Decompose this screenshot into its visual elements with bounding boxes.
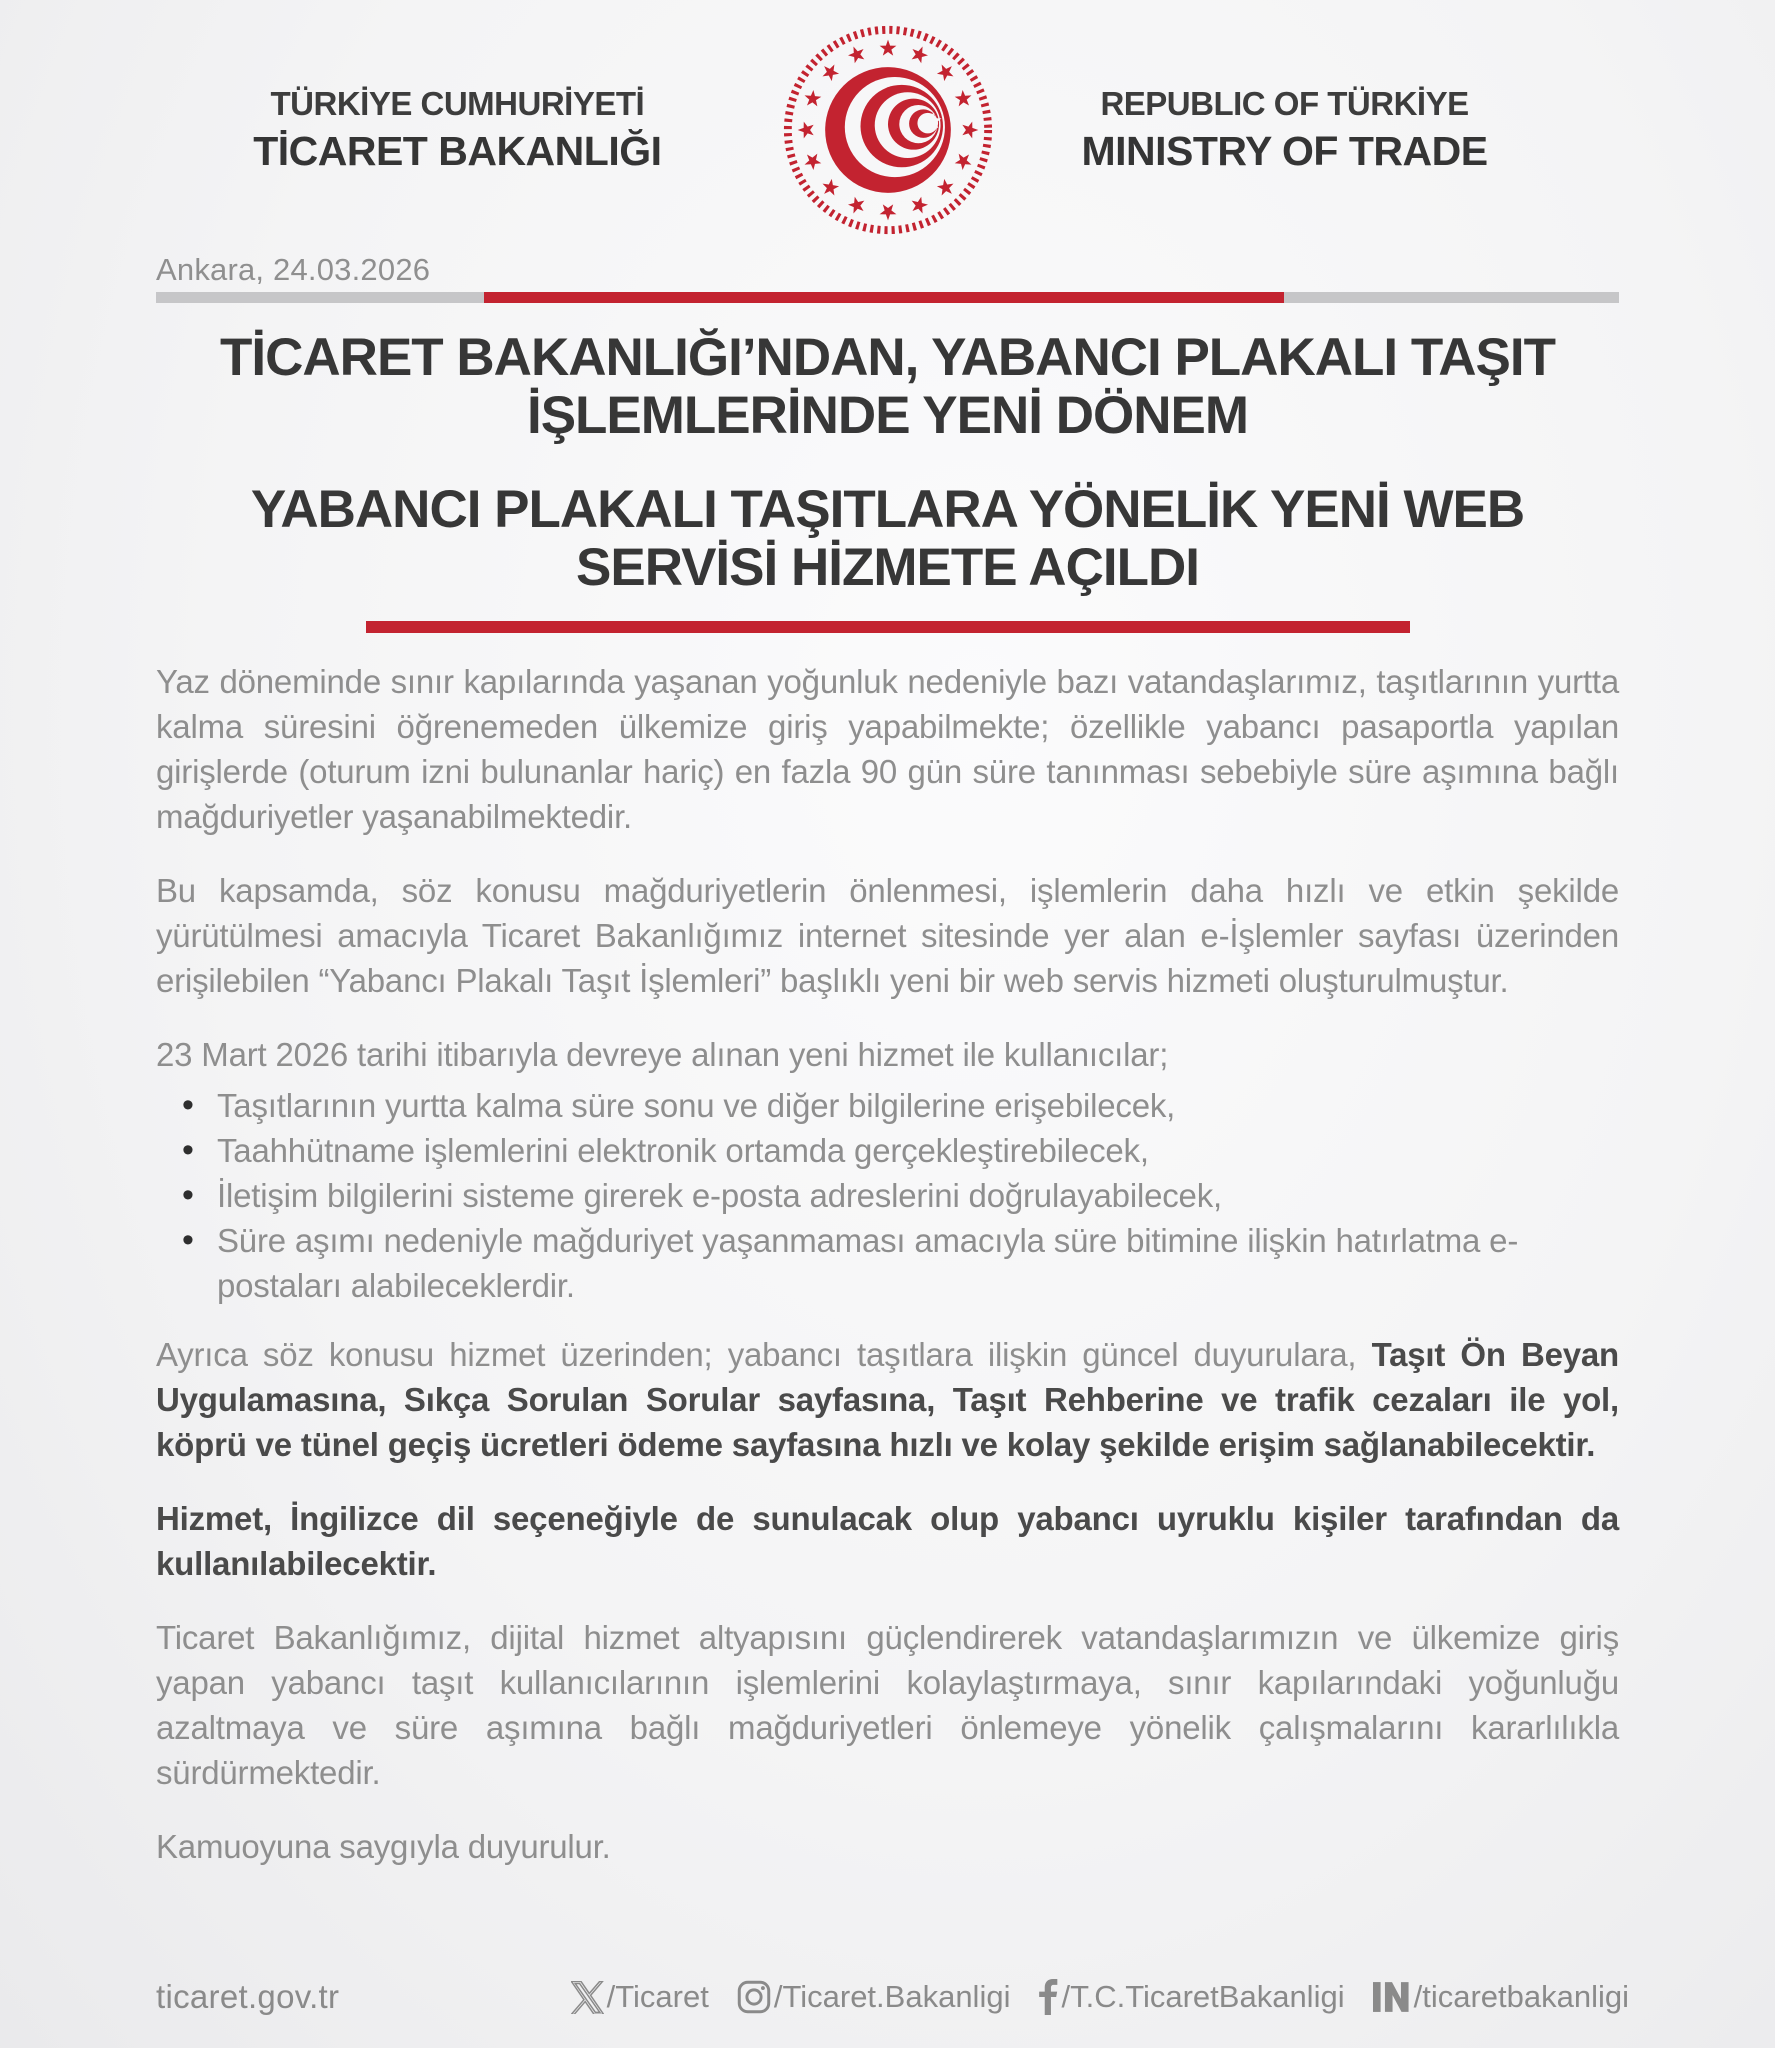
ministry-name-english xyxy=(1082,85,1488,175)
ministry-of-trade-emblem-icon xyxy=(780,22,996,238)
paragraph-summer-congestion: Yaz döneminde sınır kapılarında yaşanan yoğunluk nedeniyle bazı vatandaşlarımız, taşıtlarının yurtta kalma süresini öğrenemeden ülkemize giriş yapabilmekte; özellikle yabancı pasaportla yapılan girişlerde (oturum izni bulunanlar hariç) en fazla 90 gün süre tanınması sebebiyle süre aşımına bağlı mağduriyetler yaşanabilmektedir. xyxy=(156,663,1619,835)
ministry-name-turkish xyxy=(253,85,661,175)
facebook-icon xyxy=(1038,1979,1058,2015)
social-links xyxy=(571,1979,1629,2015)
social-link-x[interactable] xyxy=(571,1979,709,2015)
republic-of-turkiye-tr-label: TÜRKİYE CUMHURİYETİ xyxy=(270,85,645,122)
headline-primary xyxy=(150,329,1625,445)
headline-secondary-line2: SERVİSİ HİZMETE AÇILDI xyxy=(576,538,1199,597)
closing-note: Kamuoyuna saygıyla duyurulur. xyxy=(156,1828,611,1865)
service-features-list xyxy=(156,1083,1619,1308)
headline-secondary-line1: YABANCI PLAKALI TAŞITLARA YÖNELİK YENİ WEB xyxy=(250,480,1525,539)
dateline: Ankara, 24.03.2026 xyxy=(156,252,431,287)
paragraph-additional-access-normal: Ayrıca söz konusu hizmet üzerinden; yabancı taşıtlara ilişkin güncel duyurulara, xyxy=(156,1336,1372,1373)
footer xyxy=(156,1978,1629,2016)
divider-gray-left xyxy=(156,292,484,303)
list-item: • İletişim bilgilerini sisteme girerek e-posta adreslerini doğrulayabilecek, xyxy=(217,1173,1619,1218)
x-twitter-icon xyxy=(571,1981,604,2014)
list-item: • Süre aşımı nedeniyle mağduriyet yaşanmaması amacıyla süre bitimine ilişkin hatırlatma e-postaları alabileceklerdir. xyxy=(217,1218,1619,1308)
ministry-of-trade-en-label: MINISTRY OF TRADE xyxy=(1081,128,1488,174)
headline-primary-line2: İŞLEMLERİNDE YENİ DÖNEM xyxy=(526,386,1249,445)
headline-underline-rule xyxy=(366,621,1410,633)
paragraph-additional-access-bold: Taşıt Ön Beyan Uygulamasına, Sıkça Sorulan Sorular sayfasına, Taşıt Rehberine ve trafik cezaları ile yol, köprü ve tünel geçiş ücretleri ödeme sayfasına hızlı ve kolay şekilde erişim sağlanabilecektir. xyxy=(156,1336,1620,1463)
top-divider-rule xyxy=(156,292,1619,303)
headline-secondary xyxy=(150,481,1625,597)
masthead xyxy=(0,0,1775,238)
paragraph-new-web-service: Bu kapsamda, söz konusu mağduriyetlerin önlenmesi, işlemlerin daha hızlı ve etkin şekilde yürütülmesi amacıyla Ticaret Bakanlığımız internet sitesinde yer alan e-İşlemler sayfası üzerinden erişilebilen “Yabancı Plakalı Taşıt İşlemleri” başlıklı yeni bir web servis hizmeti oluşturulmuştur. xyxy=(156,872,1619,999)
divider-red-center xyxy=(484,292,1284,303)
paragraph-ministry-commitment: Ticaret Bakanlığımız, dijital hizmet altyapısını güçlendirerek vatandaşlarımızın ve ülkemize giriş yapan yabancı taşıt kullanıcılarının işlemlerini kolaylaştırmaya, sınır kapılarındaki yoğunluğu azaltmaya ve süre aşımına bağlı mağduriyetleri önlemeye yönelik çalışmalarını kararlılıkla sürdürmektedir. xyxy=(156,1619,1619,1791)
paragraph-english-option: Hizmet, İngilizce dil seçeneğiyle de sunulacak olup yabancı uyruklu kişiler tarafından da kullanılabilecektir. xyxy=(156,1500,1619,1582)
social-link-facebook[interactable] xyxy=(1038,1979,1344,2015)
social-handle: /ticaretbakanligi xyxy=(1413,1979,1629,2014)
press-release-body xyxy=(156,659,1619,1869)
social-link-nsosyal[interactable] xyxy=(1373,1979,1629,2015)
social-handle: /Ticaret.Bakanligi xyxy=(773,1979,1011,2014)
social-link-instagram[interactable] xyxy=(737,1979,1011,2015)
divider-gray-right xyxy=(1284,292,1619,303)
instagram-icon xyxy=(737,1980,771,2014)
list-item: • Taahhütname işlemlerini elektronik ortamda gerçekleştirebilecek, xyxy=(217,1128,1619,1173)
list-item: • Taşıtlarının yurtta kalma süre sonu ve diğer bilgilerine erişebilecek, xyxy=(217,1083,1619,1128)
social-handle: /T.C.TicaretBakanligi xyxy=(1061,1979,1345,2014)
ministry-of-trade-tr-label: TİCARET BAKANLIĞI xyxy=(253,128,662,174)
paragraph-additional-access xyxy=(156,1332,1619,1467)
nsosyal-icon xyxy=(1373,1982,1411,2012)
republic-of-turkiye-en-label: REPUBLIC OF TÜRKİYE xyxy=(1100,85,1469,122)
headline-primary-line1: TİCARET BAKANLIĞI’NDAN, YABANCI PLAKALI TAŞIT xyxy=(220,328,1555,387)
website-link[interactable]: ticaret.gov.tr xyxy=(156,1978,340,2015)
list-intro: 23 Mart 2026 tarihi itibarıyla devreye alınan yeni hizmet ile kullanıcılar; xyxy=(156,1036,1169,1073)
social-handle: /Ticaret xyxy=(606,1979,709,2014)
